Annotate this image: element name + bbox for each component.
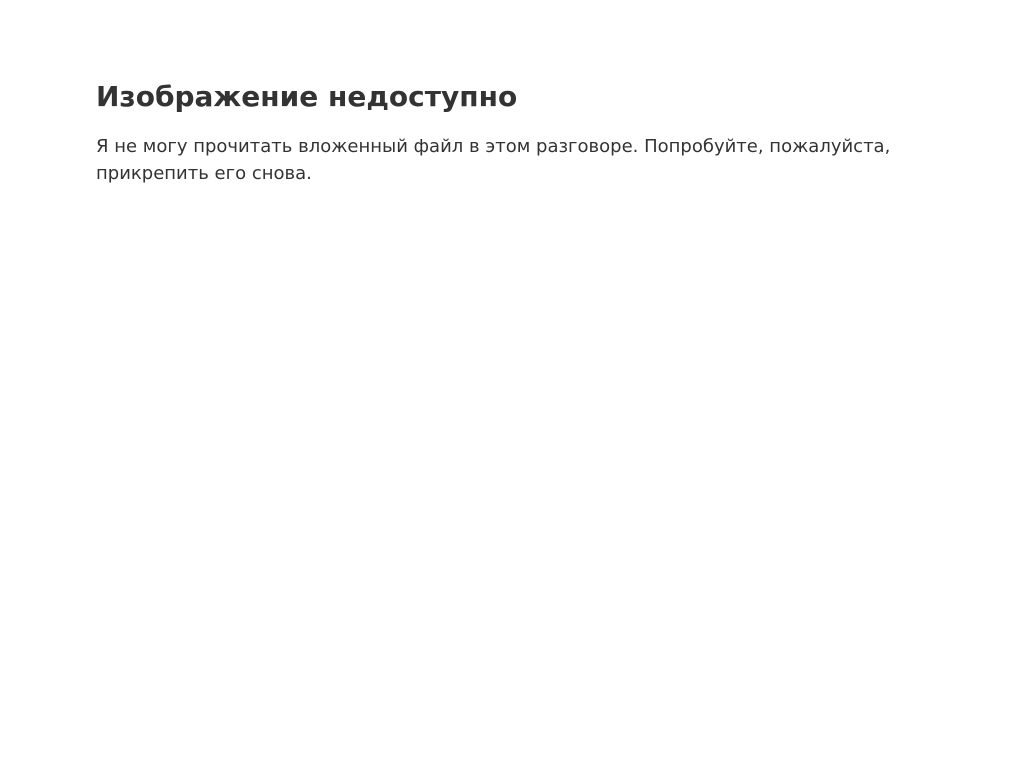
notice-message: Я не могу прочитать вложенный файл в этом разговоре. Попробуйте, пожалуйста, прикрепить его снова. (96, 136, 891, 184)
notice-title: Изображение недоступно (96, 80, 518, 113)
